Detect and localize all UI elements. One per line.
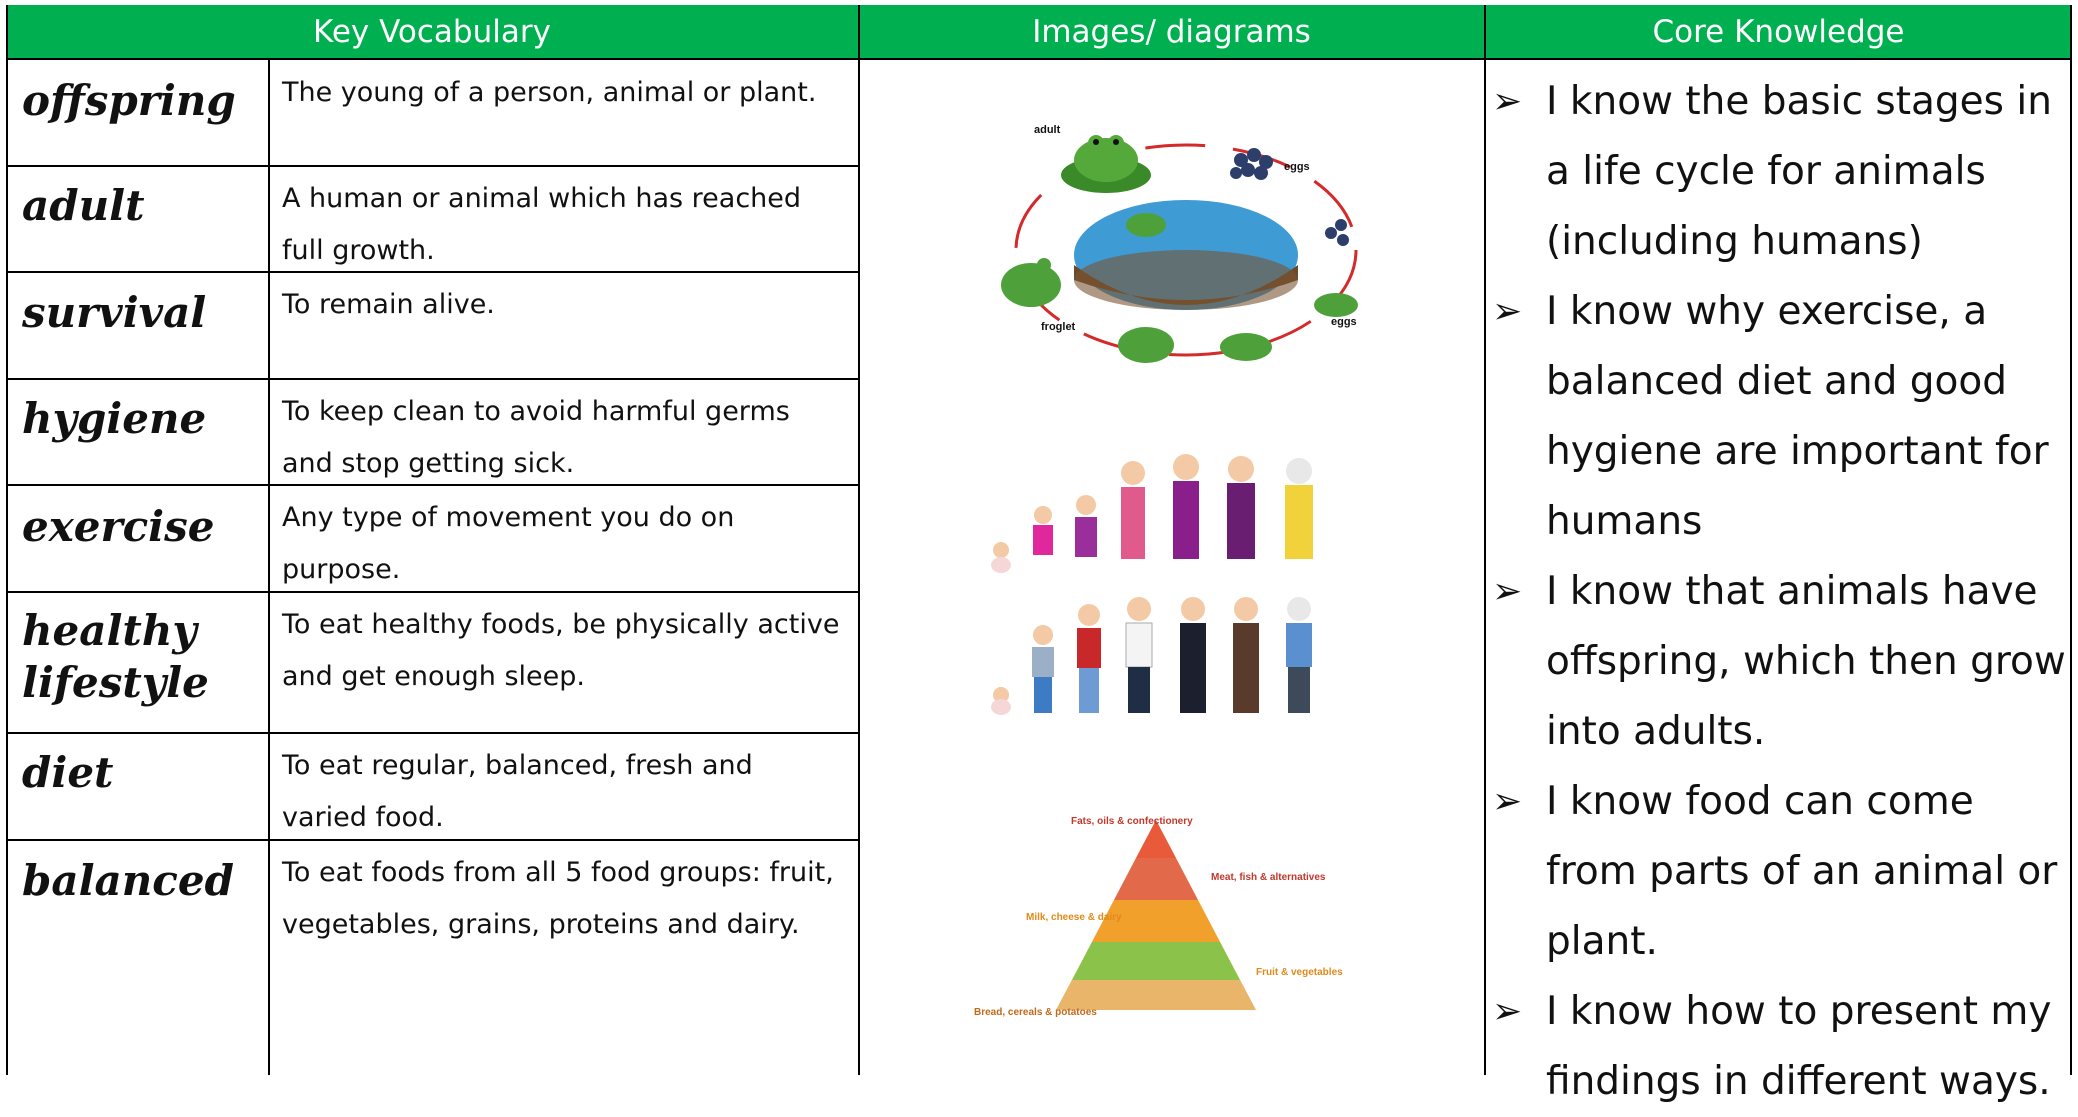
core-knowledge-text: I know food can come from parts of an animal or plant. — [1546, 779, 2058, 964]
pyramid-label-bread: Bread, cereals & potatoes — [974, 1007, 1097, 1018]
vocab-term: hygiene — [22, 394, 207, 443]
vocab-term: survival — [22, 288, 207, 337]
frog-life-cycle-diagram — [986, 115, 1386, 375]
vocab-definition: To eat healthy foods, be physically active and get enough sleep. — [282, 609, 840, 692]
vocab-definition: To remain alive. — [282, 289, 495, 320]
knowledge-organiser — [6, 5, 2072, 1104]
header-core-knowledge: Core Knowledge — [1485, 5, 2072, 58]
core-knowledge-item — [1486, 277, 2072, 557]
arrow-bullet-icon: ➢ — [1492, 81, 1523, 122]
arrow-bullet-icon: ➢ — [1492, 781, 1523, 822]
pyramid-label-milk: Milk, cheese & dairy — [1026, 912, 1122, 923]
table-divider-vocab-def — [268, 58, 270, 1075]
core-knowledge-text: I know why exercise, a balanced diet and good hygiene are important for humans — [1546, 289, 2049, 544]
vocab-definition: The young of a person, animal or plant. — [282, 77, 817, 108]
core-knowledge-text: I know the basic stages in a life cycle for animals (including humans) — [1546, 79, 2052, 264]
row-divider — [6, 378, 859, 380]
core-knowledge-text: I know how to present my findings in different ways. — [1546, 989, 2052, 1104]
frog-label-eggs: eggs — [1331, 316, 1357, 328]
human-growth-stages-image — [981, 445, 1381, 725]
header-bottom-line — [6, 58, 2072, 60]
frog-label-froglet: froglet — [1041, 321, 1076, 333]
vocab-definition: A human or animal which has reached full growth. — [282, 183, 802, 266]
core-knowledge-item — [1486, 557, 2072, 767]
vocab-term: adult — [22, 181, 145, 230]
arrow-bullet-icon: ➢ — [1492, 991, 1523, 1032]
vocab-definition: To keep clean to avoid harmful germs and stop getting sick. — [282, 396, 790, 479]
pyramid-label-fruit: Fruit & vegetables — [1256, 967, 1343, 978]
row-divider — [6, 165, 859, 167]
header-images-diagrams: Images/ diagrams — [859, 5, 1484, 58]
vocab-definition: Any type of movement you do on purpose. — [282, 502, 735, 585]
core-knowledge-text: I know that animals have offspring, which then grow into adults. — [1546, 569, 2066, 754]
core-knowledge-item — [1486, 67, 2072, 277]
header-key-vocabulary: Key Vocabulary — [6, 5, 858, 58]
frog-label-eggs: eggs — [1284, 161, 1310, 173]
vocab-definition: To eat foods from all 5 food groups: fruit, vegetables, grains, proteins and dairy. — [282, 857, 834, 940]
arrow-bullet-icon: ➢ — [1492, 291, 1523, 332]
food-pyramid-image — [966, 810, 1346, 1035]
vocab-term: balanced — [22, 856, 234, 905]
pyramid-label-meat: Meat, fish & alternatives — [1211, 872, 1326, 883]
core-knowledge-item — [1486, 977, 2072, 1117]
arrow-bullet-icon: ➢ — [1492, 571, 1523, 612]
pyramid-label-fats: Fats, oils & confectionery — [1071, 816, 1193, 827]
core-knowledge-item — [1486, 767, 2072, 977]
frog-label-adult: adult — [1034, 124, 1061, 136]
row-divider — [6, 732, 859, 734]
core-knowledge-list — [1486, 67, 2072, 1117]
vocab-term: healthy lifestyle — [22, 606, 209, 707]
vocab-term: offspring — [22, 76, 236, 125]
vocab-definition: To eat regular, balanced, fresh and varied food. — [282, 750, 753, 833]
vocab-term: diet — [22, 748, 114, 797]
vocab-term: exercise — [22, 502, 215, 551]
